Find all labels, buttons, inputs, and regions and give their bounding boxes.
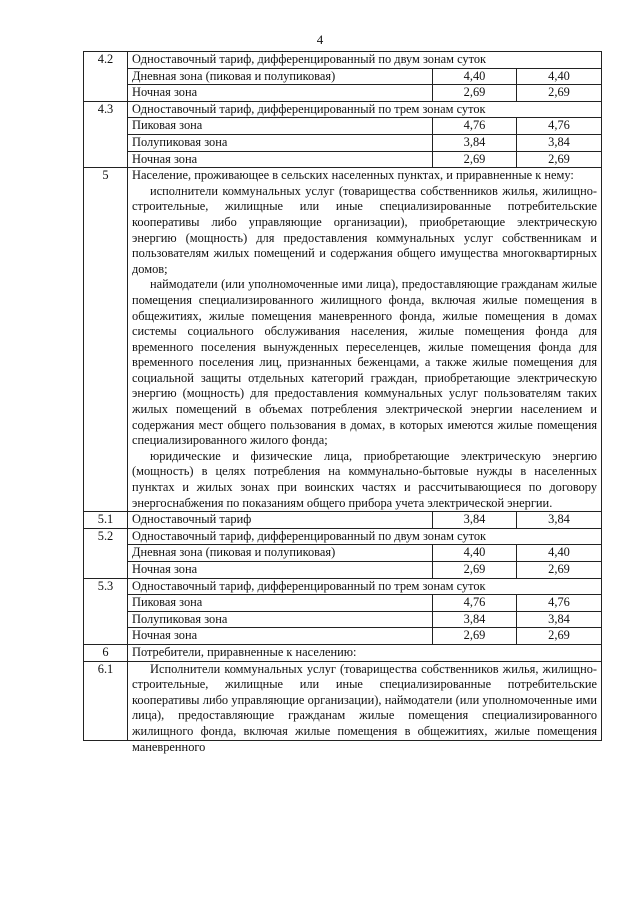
tariff-value-2: 2,69 bbox=[517, 562, 602, 579]
row-name: Пиковая зона bbox=[128, 595, 433, 612]
table-row bbox=[84, 562, 602, 579]
row-name: Пиковая зона bbox=[128, 118, 433, 135]
tariff-value-1: 3,84 bbox=[433, 611, 517, 628]
table-row bbox=[84, 151, 602, 168]
tariff-value-2: 4,76 bbox=[517, 118, 602, 135]
table-row bbox=[84, 68, 602, 85]
tariff-table-body bbox=[84, 52, 602, 754]
table-row bbox=[84, 611, 602, 628]
row-number: 5 bbox=[84, 168, 128, 512]
tariff-value-2: 2,69 bbox=[517, 151, 602, 168]
category-paragraph: наймодатели (или уполномоченные ими лица), предоставляющие гражданам жилые помещения специализированного жилищного фонда, включая жилые помещения в общежитиях, жилые помещения маневренного фонда, жилые помещения в домах системы социального обслуживания населения, жилые помещения фонда для временного поселения вынужденных переселенцев, жилые помещения фонда для временного поселения лиц, признанных беженцами, а также жилые помещения для социальной защиты отдельных категорий граждан, приобретающие электрическую энергию (мощность) для предоставления коммунальных услуг пользователям таких жилых помещений в объемах потребления электрической энергии населением и содержания мест общего пользования в домах, в которых имеются жилые помещения специализированного жилого фонда; bbox=[132, 277, 598, 448]
tariff-value-2: 3,84 bbox=[517, 512, 602, 529]
row-name: Ночная зона bbox=[128, 85, 433, 102]
row-name: Полупиковая зона bbox=[128, 611, 433, 628]
tariff-value-1: 2,69 bbox=[433, 628, 517, 645]
row-name: Дневная зона (пиковая и полупиковая) bbox=[128, 68, 433, 85]
section-title: Одноставочный тариф, дифференцированный по трем зонам суток bbox=[128, 101, 602, 118]
tariff-value-1: 2,69 bbox=[433, 151, 517, 168]
section-title: Одноставочный тариф, дифференцированный по двум зонам суток bbox=[128, 52, 602, 69]
tariff-value-1: 4,40 bbox=[433, 545, 517, 562]
row-name: Дневная зона (пиковая и полупиковая) bbox=[128, 545, 433, 562]
table-row bbox=[84, 512, 602, 529]
row-name: Ночная зона bbox=[128, 151, 433, 168]
category-paragraph: Население, проживающее в сельских населенных пунктах, и приравненные к нему: bbox=[132, 168, 574, 183]
tariff-value-2: 4,76 bbox=[517, 595, 602, 612]
tariff-value-1: 4,40 bbox=[433, 68, 517, 85]
section-title: Одноставочный тариф, дифференцированный по двум зонам суток bbox=[128, 528, 602, 545]
table-row bbox=[84, 134, 602, 151]
row-number: 6.1 bbox=[84, 661, 128, 740]
category-paragraph: исполнители коммунальных услуг (товарищества собственников жилья, жилищно-строительные, жилищные или иные специализированные потребительские кооперативы либо управляющие организации), приобретающие электрическую энергию (мощность) для предоставления коммунальных услуг собственникам и пользователям жилых помещений и содержания общего имущества многоквартирных домов; bbox=[132, 183, 598, 276]
row-number: 5.3 bbox=[84, 578, 128, 644]
tariff-value-1: 2,69 bbox=[433, 562, 517, 579]
tariff-value-1: 2,69 bbox=[433, 85, 517, 102]
row-number: 5.2 bbox=[84, 528, 128, 578]
table-row bbox=[84, 595, 602, 612]
section-title: Одноставочный тариф, дифференцированный по трем зонам суток bbox=[128, 578, 602, 595]
table-row bbox=[84, 545, 602, 562]
tariff-value-2: 3,84 bbox=[517, 611, 602, 628]
table-row bbox=[84, 661, 602, 740]
tariff-value-2: 4,40 bbox=[517, 68, 602, 85]
category-description bbox=[128, 661, 602, 754]
table-row bbox=[84, 528, 602, 545]
table-row bbox=[84, 52, 602, 69]
tariff-value-2: 2,69 bbox=[517, 628, 602, 645]
category-description bbox=[128, 168, 602, 512]
table-row bbox=[84, 168, 602, 512]
page-number: 4 bbox=[316, 32, 324, 47]
row-name: Ночная зона bbox=[128, 628, 433, 645]
row-number: 4.3 bbox=[84, 101, 128, 167]
row-number: 6 bbox=[84, 644, 128, 661]
tariff-table bbox=[83, 51, 602, 754]
table-row bbox=[84, 628, 602, 645]
table-row bbox=[84, 644, 602, 661]
table-row bbox=[84, 101, 602, 118]
category-paragraph: юридические и физические лица, приобретающие электрическую энергию (мощность) в целях потребления на коммунально-бытовые нужды в населенных пунктах и жилых зонах при воинских частях и рассчитывающиеся по договору энергоснабжения по показаниям общего прибора учета электрической энергии. bbox=[132, 448, 598, 510]
category-paragraph: Исполнители коммунальных услуг (товарищества собственников жилья, жилищно-строительные, жилищные или иные специализированные потребительские кооперативы либо управляющие организации), наймодатели (или уполномоченные ими лица), предоставляющие гражданам жилые помещения специализированного жилищного фонда, включая жилые помещения в общежитиях, жилые помещения маневренного bbox=[132, 661, 598, 754]
table-row bbox=[84, 578, 602, 595]
tariff-value-1: 3,84 bbox=[433, 512, 517, 529]
row-number: 4.2 bbox=[84, 52, 128, 102]
row-name: Одноставочный тариф bbox=[128, 512, 433, 529]
tariff-value-1: 4,76 bbox=[433, 118, 517, 135]
table-row bbox=[84, 85, 602, 102]
section-title: Потребители, приравненные к населению: bbox=[128, 644, 602, 661]
tariff-value-2: 2,69 bbox=[517, 85, 602, 102]
tariff-value-2: 4,40 bbox=[517, 545, 602, 562]
row-name: Ночная зона bbox=[128, 562, 433, 579]
tariff-value-1: 3,84 bbox=[433, 134, 517, 151]
tariff-value-2: 3,84 bbox=[517, 134, 602, 151]
tariff-value-1: 4,76 bbox=[433, 595, 517, 612]
row-name: Полупиковая зона bbox=[128, 134, 433, 151]
row-number: 5.1 bbox=[84, 512, 128, 529]
table-row bbox=[84, 118, 602, 135]
